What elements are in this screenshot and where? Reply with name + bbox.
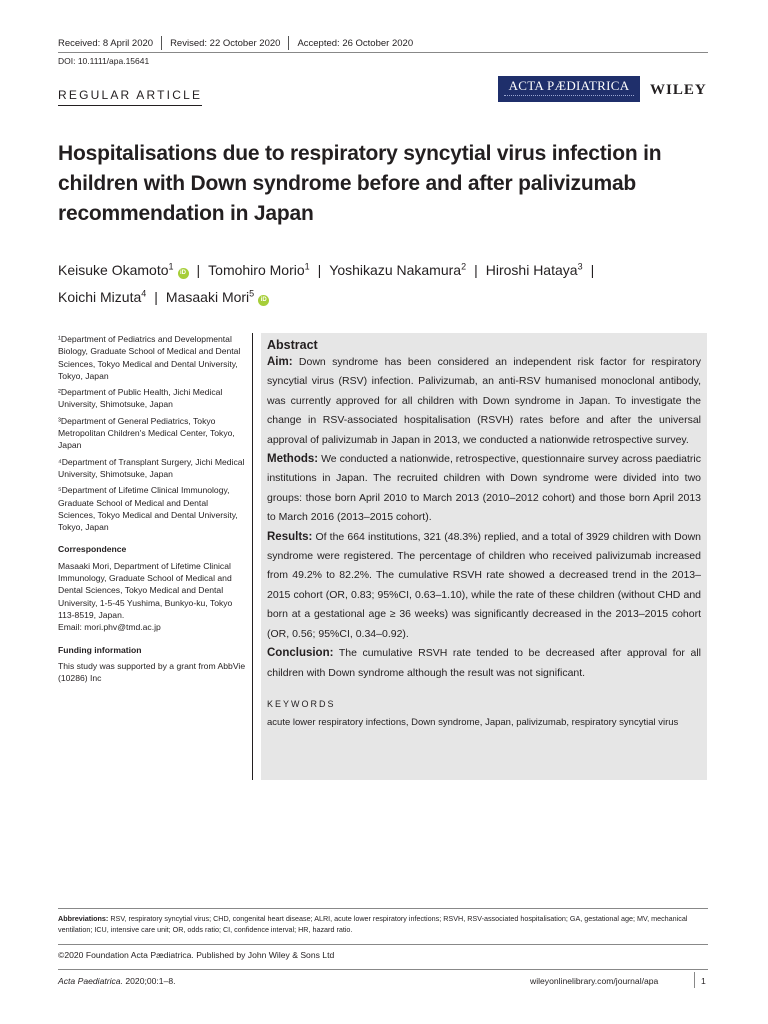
author[interactable] xyxy=(58,289,146,305)
author-affiliation-mark: 4 xyxy=(141,288,147,299)
doi[interactable]: DOI: 10.1111/apa.15641 xyxy=(58,56,150,66)
author-name: Keisuke Okamoto xyxy=(58,261,169,278)
author-separator: | xyxy=(474,261,478,278)
aim-text: Down syndrome has been considered an independent risk factor for respiratory syncytial virus (RSV) infection. Palivizumab, an anti-RSV humanised monoclonal antibody, was currently approved for all children with Down syndrome in Japan. To investigate the change in RSV-associated hospitalisation (RSVH) rates before and after the universal approval of palivizumab in Japan in 2013, we conducted a nationwide retrospective survey. xyxy=(267,356,701,446)
citation xyxy=(58,976,176,986)
article-title: Hospitalisations due to respiratory syncytial virus infection in children with Down syndrome before and after palivizumab recommendation in Japan xyxy=(58,142,662,225)
conclusion-label: Conclusion: xyxy=(267,647,334,660)
keywords-text: acute lower respiratory infections, Down syndrome, Japan, palivizumab, respiratory syncytial virus xyxy=(267,717,679,729)
column-divider xyxy=(252,333,253,780)
abbreviations-rule xyxy=(58,908,708,909)
methods-label: Methods: xyxy=(267,453,319,466)
author-affiliation-mark: 1 xyxy=(304,261,310,271)
correspondence-text: Masaaki Mori, Department of Lifetime Clinical Immunology, Graduate School of Medical and Dental Sciences, Tokyo Medical and Dental University, 1-5-45 Yushima, Bunkyo-ku, Tokyo 113-8519, Japan. xyxy=(58,560,233,620)
date-divider xyxy=(161,36,162,50)
results-label: Results: xyxy=(267,530,313,543)
correspondence-email[interactable]: Email: mori.phv@tmd.ac.jp xyxy=(58,622,161,633)
copyright-rule xyxy=(58,944,708,945)
abstract-results xyxy=(267,528,701,644)
author-affiliation-mark: 3 xyxy=(577,261,583,271)
journal-logo-stripe xyxy=(504,95,634,98)
author[interactable] xyxy=(329,262,466,278)
author-name: Hiroshi Hataya xyxy=(485,261,578,278)
correspondence-label: Correspondence xyxy=(58,544,127,555)
journal-logo xyxy=(498,76,640,102)
publisher-logo: WILEY xyxy=(650,82,707,98)
article-type-label: REGULAR ARTICLE xyxy=(58,88,202,106)
author-name: Tomohiro Morio xyxy=(208,261,305,278)
affiliation: ¹Department of Pediatrics and Developmental Biology, Graduate School of Medical and Dental Sciences, Tokyo Medical and Dental University, Tokyo, Japan xyxy=(58,334,241,381)
sidebar-info xyxy=(58,333,246,688)
author-separator: | xyxy=(196,261,201,278)
conclusion-text: The cumulative RSVH rate tended to be decreased after approval for all children with Down syndrome although the result was not significant. xyxy=(267,647,701,679)
orcid-icon[interactable]: iD xyxy=(258,295,269,306)
author-name: Yoshikazu Nakamura xyxy=(329,261,462,278)
abbreviations-text: RSV, respiratory syncytial virus; CHD, congenital heart disease; ALRI, acute lower respiratory infections; RSVH, RSV-associated hospitalisation; GA, gestational age; MV, mechanical ventilation; ICU, intensive care unit; OR, odds ratio; CI, confidence interval; HR, hazard ratio. xyxy=(58,914,688,934)
funding-label: Funding information xyxy=(58,644,142,655)
journal-url[interactable]: wileyonlinelibrary.com/journal/apa xyxy=(530,976,659,986)
accepted-date: Accepted: 26 October 2020 xyxy=(297,37,414,49)
copyright-notice: ©2020 Foundation Acta Pædiatrica. Published by John Wiley & Sons Ltd xyxy=(58,950,335,960)
orcid-icon[interactable]: iD xyxy=(178,268,189,279)
keywords-heading: KEYWORDS xyxy=(267,698,336,709)
affiliation: ⁴Department of Transplant Surgery, Jichi Medical University, Shimotsuke, Japan xyxy=(58,456,245,479)
abstract-box xyxy=(261,333,707,780)
author-affiliation-mark: 5 xyxy=(249,288,255,299)
journal-name: Acta Paediatrica. xyxy=(58,976,123,986)
page-number: 1 xyxy=(701,976,706,986)
revised-date: Revised: 22 October 2020 xyxy=(170,37,281,49)
abstract-heading: Abstract xyxy=(267,338,318,352)
journal-logo-text: ACTA PÆDIATRICA xyxy=(508,78,630,93)
abbreviations xyxy=(58,913,708,935)
affiliation: ²Department of Public Health, Jichi Medical University, Shimotsuke, Japan xyxy=(58,387,223,410)
abstract-aim xyxy=(267,353,701,450)
author-separator: | xyxy=(154,289,158,306)
received-date: Received: 8 April 2020 xyxy=(58,37,154,49)
funding-text: This study was supported by a grant from AbbVie (10286) Inc xyxy=(58,660,246,684)
author-separator: | xyxy=(317,261,322,278)
affiliation: ⁵Department of Lifetime Clinical Immunology, Graduate School of Medical and Dental Sciences, Tokyo Medical and Dental University, Tokyo, Japan xyxy=(58,485,238,533)
author[interactable] xyxy=(166,289,269,305)
page-number-divider xyxy=(694,972,695,988)
date-divider xyxy=(288,36,289,50)
author-affiliation-mark: 1 xyxy=(168,261,174,271)
abbreviations-label: Abbreviations: xyxy=(58,914,109,923)
author-separator: | xyxy=(590,261,595,278)
abstract-conclusion xyxy=(267,644,701,683)
abstract-content xyxy=(267,337,701,731)
affiliation: ³Department of General Pediatrics, Tokyo Metropolitan Children's Medical Center, Tokyo, Japan xyxy=(58,415,235,451)
article-dates xyxy=(58,36,413,50)
author[interactable] xyxy=(486,262,583,278)
footer-rule xyxy=(58,969,708,970)
header-rule xyxy=(58,52,708,53)
author-affiliation-mark: 2 xyxy=(461,261,467,271)
methods-text: We conducted a nationwide, retrospective, questionnaire survey across paediatric institutions in Japan. The recruited children with Down syndrome were divided into two groups: those born April 2010 to March 2013 (2010–2012 cohort) and those born April 2013 to March 2016 (2013–2015 cohort). xyxy=(267,453,702,524)
author-name: Koichi Mizuta xyxy=(58,289,142,306)
abstract-methods xyxy=(267,450,701,528)
results-text: Of the 664 institutions, 321 (48.3%) replied, and a total of 3929 children with Down syndrome were registered. The percentage of children who received palivizumab increased from 49.2% to 82.2%. The cumulative RSVH rate showed a decreased trend in the 2013–2015 cohort (OR, 0.83; 95%CI, 0.63–1.10), while the rate of these children (without CHD and born at a gestational age ≥ 36 weeks) was significantly decreased in the 2013–2015 cohort (OR, 0.56; 95%CI, 0.34–0.92). xyxy=(267,530,701,640)
author-list xyxy=(58,254,718,309)
aim-label: Aim: xyxy=(267,356,293,368)
author[interactable] xyxy=(208,262,310,278)
citation-details: 2020;00:1–8. xyxy=(125,976,176,986)
author[interactable] xyxy=(58,262,189,278)
author-name: Masaaki Mori xyxy=(165,289,250,306)
